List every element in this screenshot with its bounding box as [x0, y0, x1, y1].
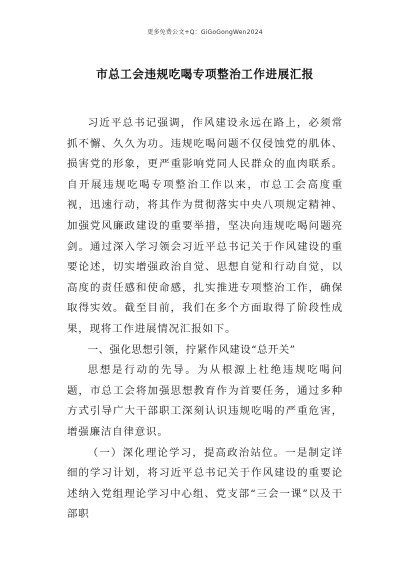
- header-note: 更多免费公文+Q：GiGoGongWen2024: [147, 29, 263, 36]
- document-body: [67, 113, 343, 525]
- section-heading: 一、强化思想引领，拧紧作风建设“总开关”: [87, 343, 296, 356]
- document-title: 市总工会违规吃喝专项整治工作进展汇报: [96, 67, 314, 81]
- intro-paragraph: 习近平总书记强调，作风建设永远在路上，必须常抓不懈、久久为功。违规吃喝问题不仅侵蚀党的肌体、损害党的形象，更严重影响党同人民群众的血肉联系。自开展违规吃喝专项整治工作以来，市总工会高度重视，迅速行动，将其作为贯彻落实中央八项规定精神、加强党风廉政建设的重要举措，坚决向违规吃喝问题亮剑。通过深入学习领会习近平总书记关于作风建设的重要论述，切实增强政治自觉、思想自觉和行动自觉，以高度的责任感和使命感，扎实推进专项整治工作，确保取得实效。截至目前，我们在多个方面取得了阶段性成果，现将工作进展情况汇报如下。: [67, 117, 343, 335]
- section-paragraph: 思想是行动的先导。为从根源上杜绝违规吃喝问题，市总工会将加强思想教育作为首要任务，通过多种方式引导广大干部职工深刻认识违规吃喝的严重危害，增强廉洁自律意识。: [67, 364, 343, 438]
- subsection-paragraph: （一）深化理论学习，提高政治站位。一是制定详细的学习计划，将习近平总书记关于作风建设的重要论述纳入党组理论学习中心组、党支部“三会一课”以及干部职: [67, 446, 343, 521]
